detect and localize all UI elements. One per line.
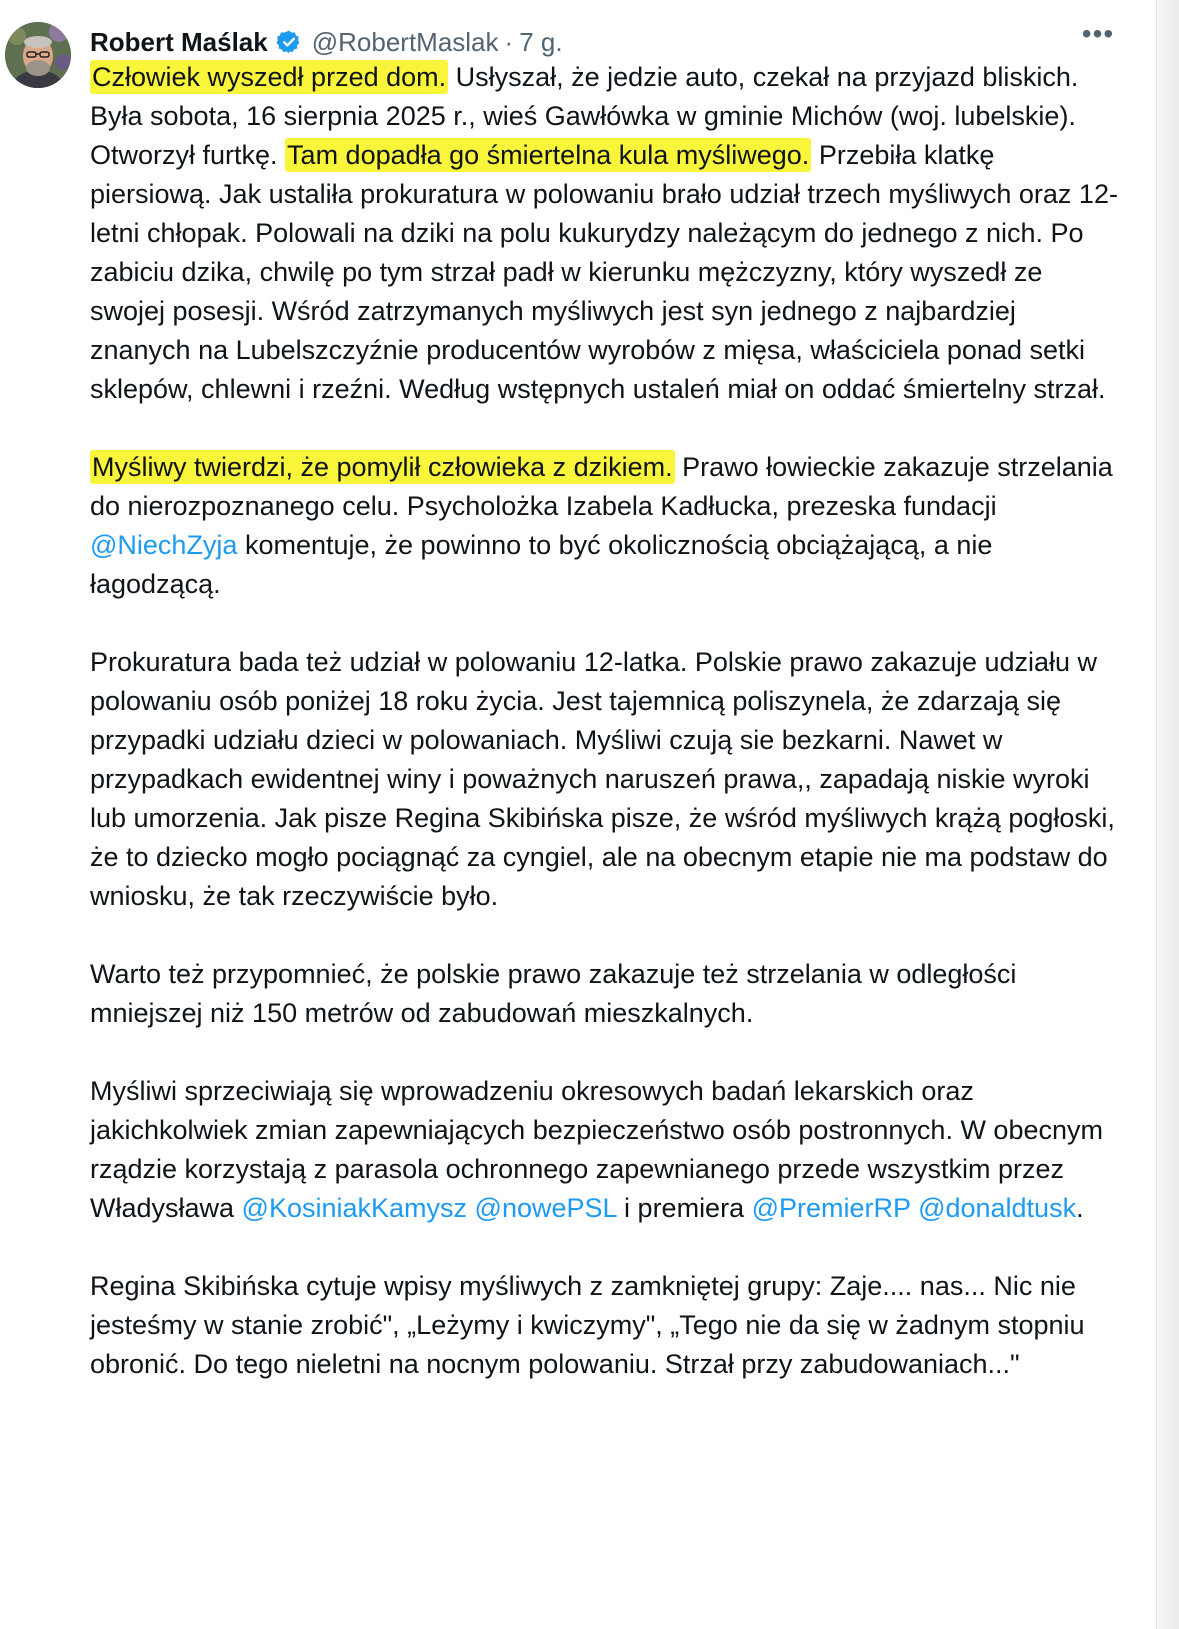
mention-link[interactable]: @nowePSL bbox=[474, 1193, 617, 1223]
text-segment bbox=[911, 1193, 919, 1223]
text-segment: . bbox=[1076, 1193, 1084, 1223]
paragraph-6 bbox=[90, 1267, 1120, 1384]
highlighted-text: Tam dopadła go śmiertelna kula myśliwego. bbox=[287, 140, 810, 170]
mention-link[interactable]: @PremierRP bbox=[751, 1193, 911, 1223]
highlighted-text: Człowiek wyszedł przed dom. bbox=[92, 62, 447, 92]
text-segment: Otworzył furtkę. bbox=[90, 140, 286, 170]
avatar[interactable] bbox=[5, 22, 71, 88]
text-segment bbox=[467, 1193, 475, 1223]
text-segment: i premiera bbox=[616, 1193, 752, 1223]
author-handle[interactable]: @RobertMaslak bbox=[311, 26, 499, 57]
text-segment: Myśliwi sprzeciwiają się wprowadzeniu okresowych badań lekarskich oraz jakichkolwiek zmian zapewniających bezpieczeństwo osób postronnych. W obecnym rządzie korzystają z parasola ochronnego zapewnianego przede wszystkim przez Władysława bbox=[90, 1076, 1103, 1223]
text-segment: komentuje, że powinno to być okolicznością obciążającą, a nie łagodzącą. bbox=[90, 530, 993, 599]
paragraph-2 bbox=[90, 448, 1120, 604]
paragraph-4 bbox=[90, 955, 1120, 1033]
text-segment: Prawo łowieckie zakazuje strzelania do nierozpoznanego celu. Psycholożka Izabela Kadłucka, prezeska fundacji bbox=[90, 452, 1113, 521]
more-options-icon[interactable]: ••• bbox=[1081, 18, 1115, 49]
paragraph-1 bbox=[90, 58, 1120, 409]
mention-link[interactable]: @donaldtusk bbox=[918, 1193, 1077, 1223]
tweet-text bbox=[90, 58, 1120, 1384]
tweet-header bbox=[90, 22, 563, 62]
text-segment: Warto też przypomnieć, że polskie prawo zakazuje też strzelania w odległości mniejszej niż 150 metrów od zabudowań mieszkalnych. bbox=[90, 959, 1017, 1028]
separator-dot: · bbox=[504, 26, 514, 57]
paragraph-5 bbox=[90, 1072, 1120, 1228]
timestamp[interactable]: 7 g. bbox=[519, 26, 563, 57]
mention-link[interactable]: @KosiniakKamysz bbox=[241, 1193, 468, 1223]
avatar-photo-icon bbox=[5, 22, 71, 88]
text-segment: Regina Skibińska cytuje wpisy myśliwych z zamkniętej grupy: Zaje.... nas... Nic nie jesteśmy w stanie zrobić", „Leżymy i kwiczymy", „Tego nie da się w żadnym stopniu obronić. Do tego nieletni na nocnym polowaniu. Strzał przy zabudowaniach..." bbox=[90, 1271, 1085, 1379]
text-segment: Przebiła klatkę piersiową. Jak ustaliła prokuratura w polowaniu brało udział trzech myśliwych oraz 12-letni chłopak. Polowali na dziki na polu kukurydzy należącym do jednego z nich. Po zabiciu dzika, chwilę po tym strzał padł w kierunku mężczyzny, który wyszedł ze swojej posesji. Wśród zatrzymanych myśliwych jest syn jednego z najbardziej znanych na Lubelszczyźnie producentów wyrobów z mięsa, właściciela ponad setki sklepów, chlewni i rzeźni. Według wstępnych ustaleń miał on oddać śmiertelny strzał. bbox=[90, 140, 1118, 404]
paragraph-3 bbox=[90, 643, 1120, 916]
mention-link[interactable]: @NiechZyja bbox=[90, 530, 238, 560]
text-segment: Usłyszał, że jedzie auto, czekał na przyjazd bliskich. Była sobota, 16 sierpnia 2025 r., wieś Gawłówka w gminie Michów (woj. lubelskie). bbox=[90, 62, 1079, 131]
author-name[interactable]: Robert Maślak bbox=[90, 26, 268, 57]
highlighted-text: Myśliwy twierdzi, że pomylił człowieka z dzikiem. bbox=[92, 452, 673, 482]
text-segment: Prokuratura bada też udział w polowaniu 12-latka. Polskie prawo zakazuje udziału w polowaniu osób poniżej 18 roku życia. Jest tajemnicą poliszynela, że zdarzają się przypadki udziału dzieci w polowaniach. Myśliwi czują sie bezkarni. Nawet w przypadkach ewidentnej winy i poważnych naruszeń prawa,, zapadają niskie wyroki lub umorzenia. Jak pisze Regina Skibińska pisze, że wśród myśliwych krążą pogłoski, że to dziecko mogło pociągnąć za cyngiel, ale na obecnym etapie nie ma podstaw do wniosku, że tak rzeczywiście było. bbox=[90, 647, 1115, 911]
verified-badge-icon bbox=[276, 29, 302, 55]
scroll-edge bbox=[1156, 0, 1179, 1629]
